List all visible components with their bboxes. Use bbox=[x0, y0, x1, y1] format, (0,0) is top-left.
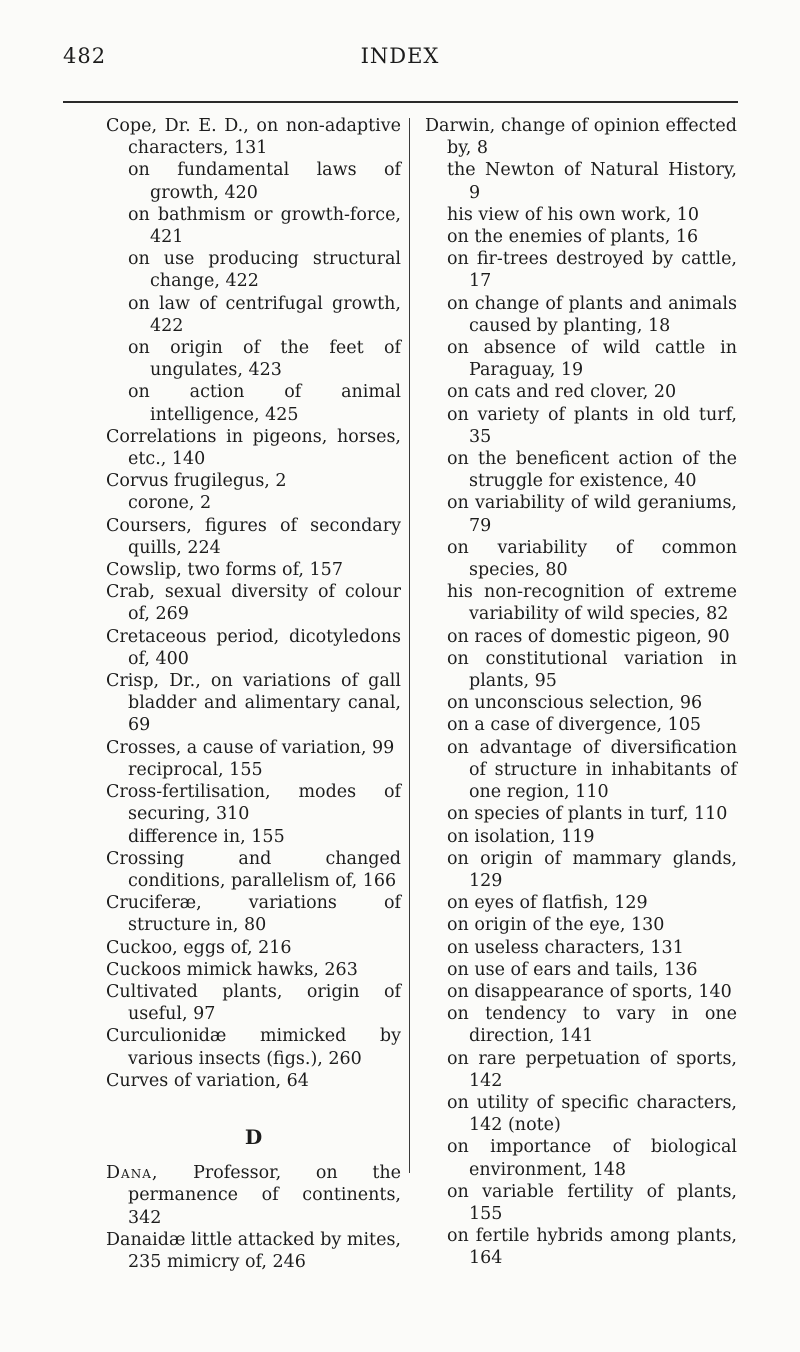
index-subentry: on constitutional variation in plants, 95 bbox=[447, 648, 737, 692]
index-subentry: on unconscious selection, 96 bbox=[447, 693, 703, 714]
page-number: 482 bbox=[63, 44, 107, 68]
index-subentry: on variability of wild geraniums, 79 bbox=[447, 493, 737, 536]
index-subentry: on disappearance of sports, 140 bbox=[447, 981, 732, 1002]
index-subentry: on the beneficent action of the struggle for existence, 40 bbox=[447, 449, 737, 492]
index-subentry: on importance of biological environment, 148 bbox=[447, 1137, 737, 1180]
index-subentry: on fertile hybrids among plants, 164 bbox=[447, 1226, 737, 1269]
index-entry-dana-rest: Professor, on the permanence of continents, 342 bbox=[128, 1163, 401, 1228]
index-entry-dana-head: Dana, bbox=[106, 1163, 159, 1184]
index-subentry: on races of domestic pigeon, 90 bbox=[447, 626, 730, 647]
index-entry: Crosses, a cause of variation, 99 bbox=[106, 737, 395, 758]
index-entry: Curves of variation, 64 bbox=[106, 1070, 309, 1091]
index-subentry: on action of animal intelligence, 425 bbox=[128, 382, 401, 425]
left-entries bbox=[106, 115, 401, 1092]
index-subentry: on origin of the feet of ungulates, 423 bbox=[128, 338, 401, 381]
index-subentry: on law of centrifugal growth, 422 bbox=[128, 293, 401, 336]
index-subentry: on fir-trees destroyed by cattle, 17 bbox=[447, 249, 737, 292]
index-subentry: on origin of mammary glands, 129 bbox=[447, 848, 737, 891]
running-title: INDEX bbox=[360, 44, 440, 68]
index-subentry: on fundamental laws of growth, 420 bbox=[128, 160, 401, 203]
index-entry: Cultivated plants, origin of useful, 97 bbox=[106, 981, 401, 1025]
index-entry: Cretaceous period, dicotyledons of, 400 bbox=[106, 626, 401, 669]
index-subentry: his non-recognition of extreme variability of wild species, 82 bbox=[447, 582, 737, 625]
index-entry: Cruciferæ, variations of structure in, 80 bbox=[106, 893, 401, 936]
index-subentry: reciprocal, 155 bbox=[128, 759, 263, 780]
index-entry: Curculionidæ mimicked by various insects (figs.), 260 bbox=[106, 1026, 401, 1069]
index-subentry: on bathmism or growth-force, 421 bbox=[128, 204, 401, 248]
index-subentry: on variety of plants in old turf, 35 bbox=[447, 404, 737, 447]
index-subentry: on useless characters, 131 bbox=[447, 937, 684, 958]
index-subentry: on a case of divergence, 105 bbox=[447, 715, 701, 736]
index-subentry: on absence of wild cattle in Paraguay, 19 bbox=[447, 338, 737, 381]
column-divider bbox=[409, 118, 410, 1173]
index-entry: Corvus frugilegus, 2 bbox=[106, 471, 287, 492]
index-entry: Crisp, Dr., on variations of gall bladder and alimentary canal, 69 bbox=[106, 671, 401, 736]
index-entry: Coursers, figures of secondary quills, 224 bbox=[106, 515, 401, 558]
index-subentry: on eyes of flatfish, 129 bbox=[447, 893, 648, 914]
index-entry: Crab, sexual diversity of colour of, 269 bbox=[106, 582, 401, 625]
index-subentry: the Newton of Natural History, 9 bbox=[447, 160, 737, 203]
index-subentry: on utility of specific characters, 142 (note) bbox=[447, 1092, 737, 1136]
index-column-right bbox=[425, 115, 737, 1270]
index-subentry: on rare perpetuation of sports, 142 bbox=[447, 1048, 737, 1091]
left-entries-after bbox=[106, 1229, 401, 1273]
index-entry: Cuckoo, eggs of, 216 bbox=[106, 937, 292, 958]
index-entry: Cowslip, two forms of, 157 bbox=[106, 560, 343, 581]
index-subentry: on variable fertility of plants, 155 bbox=[447, 1181, 737, 1224]
index-subentry: on tendency to vary in one direction, 141 bbox=[447, 1004, 737, 1047]
index-entry: Cope, Dr. E. D., on non-adaptive characters, 131 bbox=[106, 116, 401, 159]
index-subentry: difference in, 155 bbox=[128, 826, 285, 847]
index-subentry: on advantage of diversification of structure in inhabitants of one region, 110 bbox=[447, 737, 737, 803]
index-entry: Cross-fertilisation, modes of securing, 310 bbox=[106, 782, 401, 825]
header-rule bbox=[63, 101, 738, 103]
index-subentry: corone, 2 bbox=[128, 493, 212, 514]
index-entry: Crossing and changed conditions, parallelism of, 166 bbox=[106, 848, 401, 891]
index-subentry: his view of his own work, 10 bbox=[447, 204, 700, 225]
index-column-left bbox=[106, 115, 401, 1273]
right-entries bbox=[425, 115, 737, 1270]
index-subentry: on use of ears and tails, 136 bbox=[447, 959, 698, 980]
index-subentry: on the enemies of plants, 16 bbox=[447, 227, 699, 248]
index-entry: Danaidæ little attacked by mites, 235 mimicry of, 246 bbox=[106, 1229, 401, 1272]
index-entry: Correlations in pigeons, horses, etc., 140 bbox=[106, 426, 401, 470]
index-entry-dana bbox=[106, 1162, 401, 1229]
index-subentry: on variability of common species, 80 bbox=[447, 537, 737, 581]
index-entry: Darwin, change of opinion effected by, 8 bbox=[425, 116, 737, 159]
index-subentry: on change of plants and animals caused by planting, 18 bbox=[447, 293, 737, 336]
index-subentry: on use producing structural change, 422 bbox=[128, 249, 401, 292]
index-entry: Cuckoos mimick hawks, 263 bbox=[106, 959, 358, 980]
index-subentry: on species of plants in turf, 110 bbox=[447, 804, 728, 825]
index-subentry: on origin of the eye, 130 bbox=[447, 915, 665, 936]
index-subentry: on cats and red clover, 20 bbox=[447, 382, 677, 403]
page-header bbox=[0, 44, 800, 74]
index-subentry: on isolation, 119 bbox=[447, 826, 595, 847]
section-letter-d: D bbox=[244, 1124, 263, 1149]
